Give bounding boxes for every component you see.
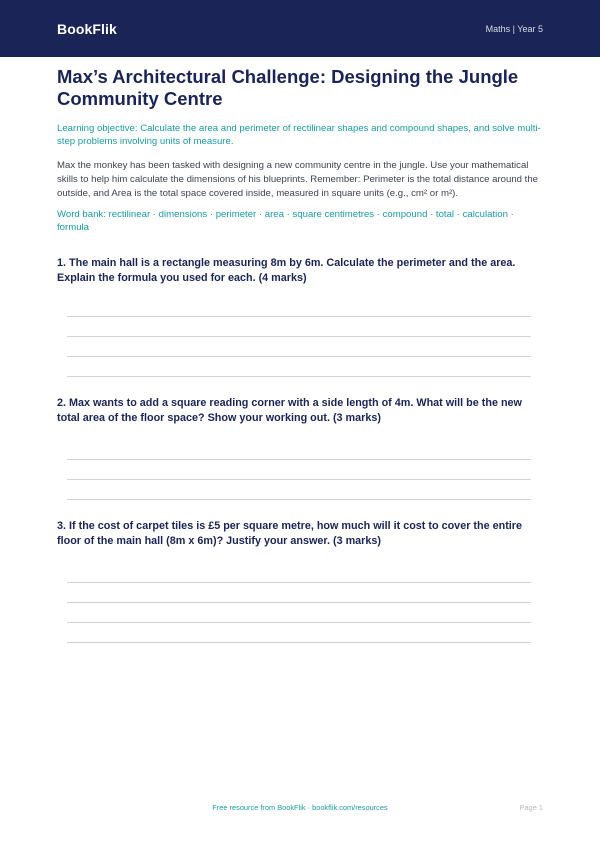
answer-lines[interactable]	[67, 459, 531, 500]
answer-line	[67, 376, 531, 377]
answer-line	[67, 582, 531, 583]
answer-line	[67, 479, 531, 480]
answer-line	[67, 336, 531, 337]
footer-link[interactable]: Free resource from BookFlik · bookflik.com/resources	[212, 803, 388, 812]
question-text: 3. If the cost of carpet tiles is £5 per square metre, how much will it cost to cover the entire floor of the main hall (8m x 6m)? Justify your answer. (3 marks)	[57, 520, 522, 547]
answer-line	[67, 622, 531, 623]
question-text: 2. Max wants to add a square reading corner with a side length of 4m. What will be the new total area of the floor space? Show your working out. (3 marks)	[57, 397, 522, 424]
brand-logo[interactable]: BookFlik	[57, 20, 117, 37]
learning-objective: Learning objective: Calculate the area and perimeter of rectilinear shapes and compound shapes, and solve multi-step problems involving units of measure.	[57, 123, 541, 147]
question-3	[57, 519, 543, 643]
answer-line	[67, 356, 531, 357]
answer-line	[67, 459, 531, 460]
page-number: Page 1	[519, 803, 543, 812]
answer-line	[67, 499, 531, 500]
answer-line	[67, 316, 531, 317]
header-bar	[0, 0, 600, 57]
answer-lines[interactable]	[67, 316, 531, 377]
word-bank: Word bank: rectilinear · dimensions · perimeter · area · square centimetres · compound · total · calculation · formula	[57, 209, 514, 233]
subject-label: Maths | Year 5	[485, 23, 543, 34]
answer-lines[interactable]	[67, 582, 531, 643]
question-text: 1. The main hall is a rectangle measuring 8m by 6m. Calculate the perimeter and the area. Explain the formula you used for each. (4 marks)	[57, 257, 516, 284]
answer-line	[67, 642, 531, 643]
worksheet-content	[57, 66, 543, 643]
question-2	[57, 396, 543, 500]
answer-line	[67, 602, 531, 603]
question-1	[57, 256, 543, 377]
page-title: Max’s Architectural Challenge: Designing the Jungle Community Centre	[57, 66, 519, 109]
intro-paragraph: Max the monkey has been tasked with designing a new community centre in the jungle. Use your mathematical skills to help him calculate the dimensions of his blueprints. Remember: Perimeter is the total distance around the outside, and Area is the total space covered inside, measured in square units (e.g., cm² or m²).	[57, 160, 538, 199]
